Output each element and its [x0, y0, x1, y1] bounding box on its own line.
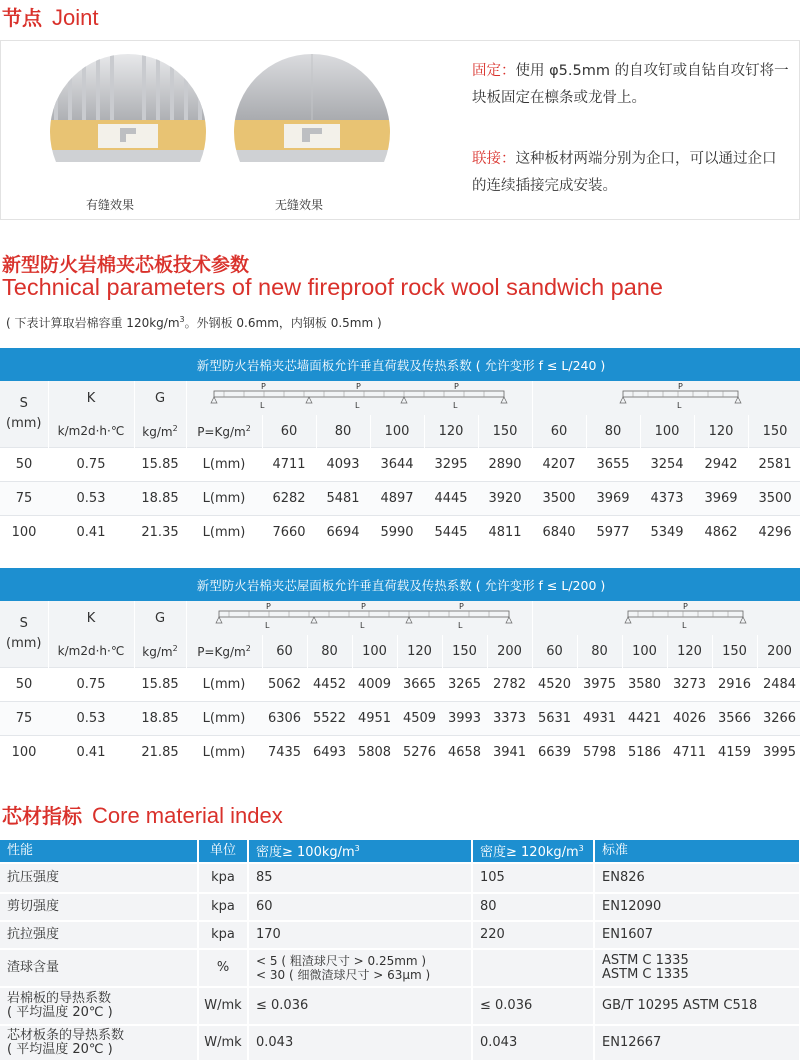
wall-r2-k: 0.41	[48, 516, 134, 550]
core-r2-a: 170	[248, 921, 472, 949]
roof-h-p: P=Kg/m	[197, 645, 246, 659]
core-r3-a2: < 30 ( 细微渣球尺寸 > 63μm )	[256, 968, 430, 982]
roof-r2-a2: 5808	[352, 736, 397, 770]
wall-load-b-0: 60	[532, 415, 586, 448]
roof-r1-a3: 4509	[397, 702, 442, 736]
core-h-d120: 密度≥ 120kg/m	[480, 845, 579, 860]
roof-r0-k: 0.75	[48, 668, 134, 702]
wall-r1-b4: 3500	[748, 482, 800, 516]
roof-beam-b-diagram	[533, 601, 800, 631]
wall-r2-b3: 4862	[694, 516, 748, 550]
roof-r1-k: 0.53	[48, 702, 134, 736]
wall-load-a-2: 100	[370, 415, 424, 448]
wall-r1-k: 0.53	[48, 482, 134, 516]
roof-r2-b2: 5186	[622, 736, 667, 770]
wall-beam-a-diagram	[204, 381, 514, 411]
core-table	[0, 840, 800, 1062]
roof-r2-s: 100	[0, 736, 48, 770]
join-text: 这种板材两端分别为企口，可以通过企口的连续插接完成安装。	[472, 151, 777, 194]
wall-r1-a1: 5481	[316, 482, 370, 516]
wall-r0-b2: 3254	[640, 448, 694, 482]
wall-r0-a1: 4093	[316, 448, 370, 482]
joint-title-cn: 节点	[2, 6, 42, 30]
roof-load-b-4: 150	[712, 635, 757, 668]
core-r4-p: 岩棉板的导热系数	[7, 991, 111, 1006]
core-r1-b: 80	[472, 893, 594, 921]
roof-load-a-3: 120	[397, 635, 442, 668]
joint-title	[2, 2, 98, 31]
core-r5-u: W/mk	[198, 1025, 248, 1061]
wall-r2-s: 100	[0, 516, 48, 550]
core-r1-a: 60	[248, 893, 472, 921]
roof-r0-g: 15.85	[134, 668, 186, 702]
wall-load-a-1: 80	[316, 415, 370, 448]
core-h-d120-sup: 3	[579, 844, 584, 853]
roof-r1-b2: 4421	[622, 702, 667, 736]
wall-h-gunit-sup: 2	[173, 424, 178, 433]
core-r0-u: kpa	[198, 863, 248, 893]
roof-r2-b3: 4711	[667, 736, 712, 770]
wall-p-label-4: P	[678, 382, 683, 391]
core-r5-b: 0.043	[472, 1025, 594, 1061]
core-h-unit: 单位	[198, 840, 248, 863]
roof-r1-a5: 3373	[487, 702, 532, 736]
core-row-5	[0, 1025, 800, 1061]
core-r3-a: < 5 ( 粗渣球尺寸 > 0.25mm )	[256, 954, 426, 968]
wall-r1-a3: 4445	[424, 482, 478, 516]
roof-r1-b0: 5631	[532, 702, 577, 736]
core-h-std: 标准	[594, 840, 800, 863]
fix-paragraph	[472, 58, 790, 112]
wall-r2-g: 21.35	[134, 516, 186, 550]
wall-r0-k: 0.75	[48, 448, 134, 482]
wall-load-b-4: 150	[748, 415, 800, 448]
wall-load-b-1: 80	[586, 415, 640, 448]
core-r1-s: EN12090	[594, 893, 800, 921]
roof-r1-s: 75	[0, 702, 48, 736]
core-r3-p: 渣球含量	[0, 949, 198, 987]
wall-r0-a4: 2890	[478, 448, 532, 482]
roof-l-label-2: L	[360, 621, 365, 630]
roof-h-s: S	[20, 616, 28, 631]
roof-h-p-sup: 2	[246, 644, 251, 653]
core-row-4	[0, 987, 800, 1025]
wall-h-s: S	[20, 396, 28, 411]
wall-r0-s: 50	[0, 448, 48, 482]
roof-l-label-1: L	[265, 621, 270, 630]
core-r2-u: kpa	[198, 921, 248, 949]
roof-load-a-4: 150	[442, 635, 487, 668]
roof-r2-a0: 7435	[262, 736, 307, 770]
tech-title-cn: 新型防火岩棉夹芯板技术参数	[2, 250, 249, 277]
wall-r1-b1: 3969	[586, 482, 640, 516]
roof-r2-a5: 3941	[487, 736, 532, 770]
core-r4-a: ≤ 0.036	[248, 987, 472, 1025]
wall-r1-a2: 4897	[370, 482, 424, 516]
wall-r1-b2: 4373	[640, 482, 694, 516]
roof-load-b-0: 60	[532, 635, 577, 668]
wall-beam-a	[186, 381, 532, 415]
roof-r0-a0: 5062	[262, 668, 307, 702]
wall-h-p: P=Kg/m	[197, 425, 246, 439]
wall-r2-b4: 4296	[748, 516, 800, 550]
roof-r0-a1: 4452	[307, 668, 352, 702]
wall-r2-a3: 5445	[424, 516, 478, 550]
roof-r2-b1: 5798	[577, 736, 622, 770]
roof-r1-a2: 4951	[352, 702, 397, 736]
roof-load-b-5: 200	[757, 635, 800, 668]
roof-p-label-3: P	[459, 602, 464, 611]
roof-r2-k: 0.41	[48, 736, 134, 770]
wall-r0-b4: 2581	[748, 448, 800, 482]
join-label: 联接：	[472, 151, 516, 167]
core-r5-a: 0.043	[248, 1025, 472, 1061]
wall-r0-l: L(mm)	[186, 448, 262, 482]
fix-label: 固定：	[472, 63, 516, 79]
roof-r1-b1: 4931	[577, 702, 622, 736]
wall-h-gunit: kg/m	[142, 425, 172, 439]
panel-seamed-image	[48, 52, 208, 162]
core-r0-s: EN826	[594, 863, 800, 893]
wall-beam-b-diagram	[533, 381, 800, 411]
roof-r0-l: L(mm)	[186, 668, 262, 702]
core-r2-s: EN1607	[594, 921, 800, 949]
roof-r2-a3: 5276	[397, 736, 442, 770]
wall-h-kunit: k/m2d·h·℃	[48, 415, 134, 448]
wall-r0-b3: 2942	[694, 448, 748, 482]
wall-row-0	[0, 448, 800, 482]
wall-row-2	[0, 516, 800, 550]
wall-beam-b	[532, 381, 800, 415]
wall-r0-b0: 4207	[532, 448, 586, 482]
roof-r0-b2: 3580	[622, 668, 667, 702]
wall-r0-b1: 3655	[586, 448, 640, 482]
roof-p-label-4: P	[683, 602, 688, 611]
wall-r1-g: 18.85	[134, 482, 186, 516]
core-h-d100-sup: 3	[355, 844, 360, 853]
wall-r1-s: 75	[0, 482, 48, 516]
tech-title-en: Technical parameters of new fireproof rock wool sandwich pane	[2, 274, 663, 301]
core-r3-b	[472, 949, 594, 987]
roof-r2-g: 21.85	[134, 736, 186, 770]
roof-p-label-2: P	[361, 602, 366, 611]
wall-r0-a0: 4711	[262, 448, 316, 482]
wall-r1-b3: 3969	[694, 482, 748, 516]
core-r3-u: %	[198, 949, 248, 987]
roof-r0-b5: 2484	[757, 668, 800, 702]
roof-table	[0, 568, 800, 769]
roof-load-a-5: 200	[487, 635, 532, 668]
wall-r2-a2: 5990	[370, 516, 424, 550]
wall-l-label-4: L	[677, 401, 682, 410]
wall-h-k: K	[48, 381, 134, 415]
wall-h-p-sup: 2	[246, 424, 251, 433]
wall-p-label-3: P	[454, 382, 459, 391]
roof-r1-b3: 4026	[667, 702, 712, 736]
wall-h-g: G	[134, 381, 186, 415]
wall-r1-b0: 3500	[532, 482, 586, 516]
panel-seamless-image	[232, 52, 392, 162]
roof-h-kunit: k/m2d·h·℃	[48, 635, 134, 668]
roof-h-gunit-sup: 2	[173, 644, 178, 653]
roof-load-a-2: 100	[352, 635, 397, 668]
roof-r0-a4: 3265	[442, 668, 487, 702]
wall-r0-a3: 3295	[424, 448, 478, 482]
roof-caption: 新型防火岩棉夹芯屋面板允许垂直荷载及传热系数 ( 允许变形 f ≤ L/200 )	[0, 568, 800, 601]
core-r0-b: 105	[472, 863, 594, 893]
roof-r2-a1: 6493	[307, 736, 352, 770]
wall-r2-a4: 4811	[478, 516, 532, 550]
core-r4-b: ≤ 0.036	[472, 987, 594, 1025]
core-row-3	[0, 949, 800, 987]
roof-h-mm: (mm)	[6, 636, 41, 651]
core-h-d100: 密度≥ 100kg/m	[256, 845, 355, 860]
roof-beam-a-diagram	[189, 601, 529, 631]
roof-beam-a	[186, 601, 532, 635]
wall-r2-b1: 5977	[586, 516, 640, 550]
roof-load-a-0: 60	[262, 635, 307, 668]
roof-h-k: K	[48, 601, 134, 635]
caption-seamed: 有缝效果	[86, 196, 134, 213]
joint-title-en: Joint	[52, 5, 98, 30]
wall-p-label-1: P	[261, 382, 266, 391]
tech-note	[6, 314, 382, 331]
wall-l-label-3: L	[453, 401, 458, 410]
roof-load-a-1: 80	[307, 635, 352, 668]
tech-note-sup: 3	[180, 315, 185, 324]
wall-r2-l: L(mm)	[186, 516, 262, 550]
wall-r1-l: L(mm)	[186, 482, 262, 516]
roof-r2-l: L(mm)	[186, 736, 262, 770]
wall-load-a-0: 60	[262, 415, 316, 448]
roof-r2-b5: 3995	[757, 736, 800, 770]
wall-table	[0, 348, 800, 549]
core-row-0	[0, 863, 800, 893]
roof-r1-a4: 3993	[442, 702, 487, 736]
core-row-1	[0, 893, 800, 921]
core-r1-p: 剪切强度	[0, 893, 198, 921]
wall-r0-g: 15.85	[134, 448, 186, 482]
roof-r2-a4: 4658	[442, 736, 487, 770]
roof-r0-s: 50	[0, 668, 48, 702]
core-r2-p: 抗拉强度	[0, 921, 198, 949]
roof-r0-a3: 3665	[397, 668, 442, 702]
wall-load-a-3: 120	[424, 415, 478, 448]
fix-text: 使用 φ5.5mm 的自攻钉或自钻自攻钉将一块板固定在檩条或龙骨上。	[472, 63, 789, 106]
wall-r0-a2: 3644	[370, 448, 424, 482]
roof-load-b-3: 120	[667, 635, 712, 668]
roof-l-label-3: L	[458, 621, 463, 630]
wall-l-label-1: L	[260, 401, 265, 410]
roof-r0-b0: 4520	[532, 668, 577, 702]
core-r5-s: EN12667	[594, 1025, 800, 1061]
roof-r1-l: L(mm)	[186, 702, 262, 736]
wall-load-b-2: 100	[640, 415, 694, 448]
caption-seamless: 无缝效果	[275, 196, 323, 213]
roof-row-0	[0, 668, 800, 702]
wall-r2-b2: 5349	[640, 516, 694, 550]
wall-caption: 新型防火岩棉夹芯墙面板允许垂直荷载及传热系数 ( 允许变形 f ≤ L/240 )	[0, 348, 800, 381]
roof-r2-b0: 6639	[532, 736, 577, 770]
core-r4-s: GB/T 10295 ASTM C518	[594, 987, 800, 1025]
core-r5-p2: ( 平均温度 20℃ )	[7, 1042, 113, 1057]
core-h-prop: 性能	[0, 840, 198, 863]
roof-r1-a1: 5522	[307, 702, 352, 736]
roof-load-b-1: 80	[577, 635, 622, 668]
wall-r1-a0: 6282	[262, 482, 316, 516]
core-r0-a: 85	[248, 863, 472, 893]
wall-p-label-2: P	[356, 382, 361, 391]
core-r4-p2: ( 平均温度 20℃ )	[7, 1005, 113, 1020]
tech-note-pre: ( 下表计算取岩棉容重 120kg/m	[6, 316, 180, 330]
core-row-2	[0, 921, 800, 949]
core-r3-s2: ASTM C 1335	[602, 967, 689, 982]
roof-r0-a5: 2782	[487, 668, 532, 702]
core-title-en: Core material index	[92, 803, 283, 828]
core-r2-b: 220	[472, 921, 594, 949]
core-title	[2, 800, 283, 829]
roof-r0-a2: 4009	[352, 668, 397, 702]
wall-r2-a0: 7660	[262, 516, 316, 550]
wall-h-mm: (mm)	[6, 416, 41, 431]
wall-r1-a4: 3920	[478, 482, 532, 516]
core-r5-p: 芯材板条的导热系数	[7, 1028, 124, 1043]
roof-r0-b4: 2916	[712, 668, 757, 702]
core-r4-u: W/mk	[198, 987, 248, 1025]
wall-load-b-3: 120	[694, 415, 748, 448]
join-paragraph	[472, 146, 790, 200]
roof-p-label-1: P	[266, 602, 271, 611]
roof-r1-a0: 6306	[262, 702, 307, 736]
roof-r1-g: 18.85	[134, 702, 186, 736]
roof-l-label-4: L	[682, 621, 687, 630]
core-r0-p: 抗压强度	[0, 863, 198, 893]
roof-beam-b	[532, 601, 800, 635]
roof-load-b-2: 100	[622, 635, 667, 668]
roof-r0-b3: 3273	[667, 668, 712, 702]
wall-r2-b0: 6840	[532, 516, 586, 550]
core-r3-s: ASTM C 1335	[602, 953, 689, 968]
wall-l-label-2: L	[355, 401, 360, 410]
roof-r0-b1: 3975	[577, 668, 622, 702]
core-r1-u: kpa	[198, 893, 248, 921]
roof-h-gunit: kg/m	[142, 645, 172, 659]
roof-r1-b4: 3566	[712, 702, 757, 736]
roof-row-2	[0, 736, 800, 770]
roof-r1-b5: 3266	[757, 702, 800, 736]
core-title-cn: 芯材指标	[2, 804, 82, 828]
wall-r2-a1: 6694	[316, 516, 370, 550]
roof-row-1	[0, 702, 800, 736]
tech-note-post: 。外钢板 0.6mm，内钢板 0.5mm )	[185, 316, 382, 330]
wall-row-1	[0, 482, 800, 516]
roof-r2-b4: 4159	[712, 736, 757, 770]
roof-h-g: G	[134, 601, 186, 635]
wall-load-a-4: 150	[478, 415, 532, 448]
